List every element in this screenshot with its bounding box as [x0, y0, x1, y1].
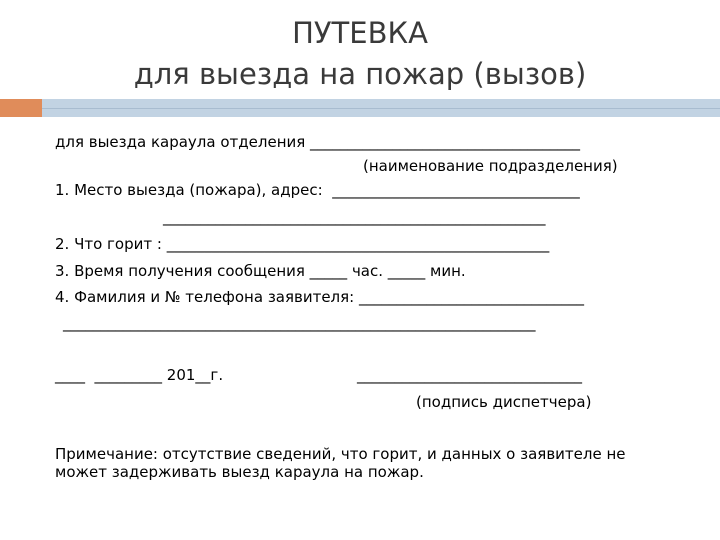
page-subtitle	[0, 57, 720, 91]
divider	[42, 108, 720, 109]
item-3-time: 3. Время получения сообщения _____ час. _____ мин.	[55, 262, 466, 280]
item-1-address: 1. Место выезда (пожара), адрес: _________________________________	[55, 181, 580, 199]
title-line-1: ПУТЕВКА	[292, 16, 428, 50]
karaul-line: для выезда караула отделения ____________________________________	[55, 133, 581, 151]
signature-hint: (подпись диспетчера)	[416, 393, 592, 411]
karaul-hint: (наименование подразделения)	[363, 157, 618, 175]
item-4-caller: 4. Фамилия и № телефона заявителя: ______________________________	[55, 288, 584, 306]
note-line-2: может задерживать выезд караула на пожар.	[55, 463, 424, 481]
signature-line: ______________________________	[357, 366, 582, 384]
page-title	[0, 16, 720, 50]
item-1-continuation: ___________________________________________________	[163, 208, 546, 226]
note-line-1: Примечание: отсутствие сведений, что горит, и данных о заявителе не	[55, 445, 626, 463]
accent-bar-orange	[0, 99, 42, 117]
title-line-2: для выезда на пожар (вызов)	[133, 57, 587, 91]
item-2-what-burns: 2. Что горит : ___________________________________________________	[55, 235, 550, 253]
date-line: ____ _________ 201__г.	[55, 366, 224, 384]
item-4-continuation: _______________________________________________________________	[63, 314, 536, 332]
